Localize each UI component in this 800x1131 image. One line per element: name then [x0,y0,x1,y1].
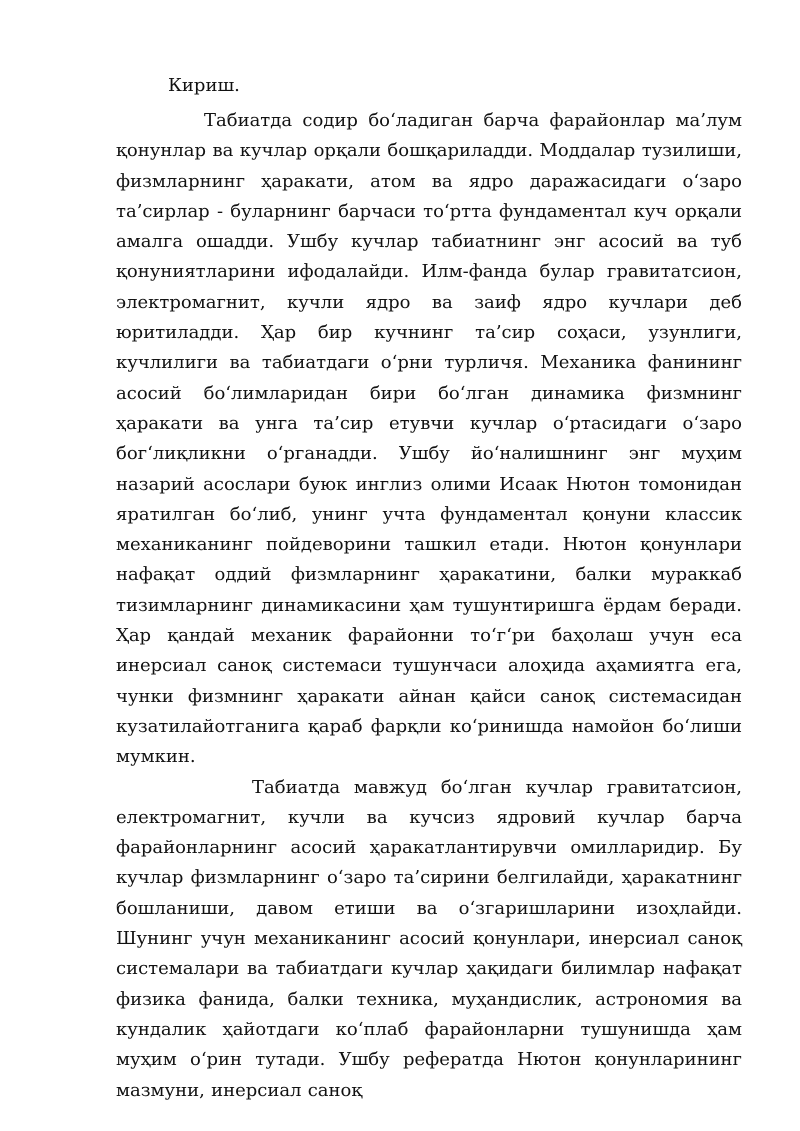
document-heading: Кириш. [168,75,240,96]
paragraph-forces: Табиатда мавжуд бо‘лган кучлар гравитатсион, електромагнит, кучли ва кучсиз ядровий кучлар барча фарайонларнинг асосий ҳаракатлантирувчи омилларидир. Бу кучлар физмларнинг о‘заро та’сирини белгилайди, ҳаракатнинг бошланиши, давом етиши ва о‘згаришларини изоҳлайди. Шунинг учун механиканинг асосий қонунлари, инерсиал саноқ системалари ва табиатдаги кучлар ҳақидаги билимлар нафақат физика фанида, балки техника, муҳандислик, астрономия ва кундалик ҳайотдаги ко‘плаб фарайонларни тушунишда ҳам муҳим о‘рин тутади. Ушбу рефератда Нютон қонунларининг мазмуни, инерсиал саноқ [116,776,742,1101]
document-body [116,106,742,1106]
paragraph-introduction: Табиатда содир бо‘ладиган барча фарайонлар ма’лум қонунлар ва кучлар орқали бошқариладди. Моддалар тузилиши, физмларнинг ҳаракати, атом ва ядро даражасидаги о‘заро та’сирлар - буларнинг барчаси то‘ртта фундаментал куч орқали амалга ошадди. Ушбу кучлар табиатнинг энг асосий ва туб қонуниятларини ифодалайди. Илм-фанда булар гравитатсион, электромагнит, кучли ядро ва заиф ядро кучлари деб юритиладди. Ҳар бир кучнинг та’сир соҳаси, узунлиги, кучлилиги ва табиатдаги о‘рни турличя. Механика фанининг асосий бо‘лимларидан бири бо‘лган динамика физмнинг ҳаракати ва унга та’сир етувчи кучлар о‘ртасидаги о‘заро бог‘лиқликни о‘рганадди. Ушбу йо‘налишнинг энг муҳим назарий асослари буюк инглиз олими Исаак Нютон томонидан яратилган бо‘либ, унинг учта фундаментал қонуни классик механиканинг пойдеворини ташкил етади. Нютон қонунлари нафақат оддий физмларнинг ҳаракатини, балки мураккаб тизимларнинг динамикасини ҳам тушунтиришга ёрдам беради. Ҳар қандай механик фарайонни то‘г‘ри баҳолаш учун еса инерсиал саноқ системаси тушунчаси алоҳида аҳамиятга ега, чунки физмнинг ҳаракати айнан қайси саноқ системасидан кузатилайотганига қараб фарқли ко‘ринишда намойон бо‘лиши мумкин. [116,110,742,768]
